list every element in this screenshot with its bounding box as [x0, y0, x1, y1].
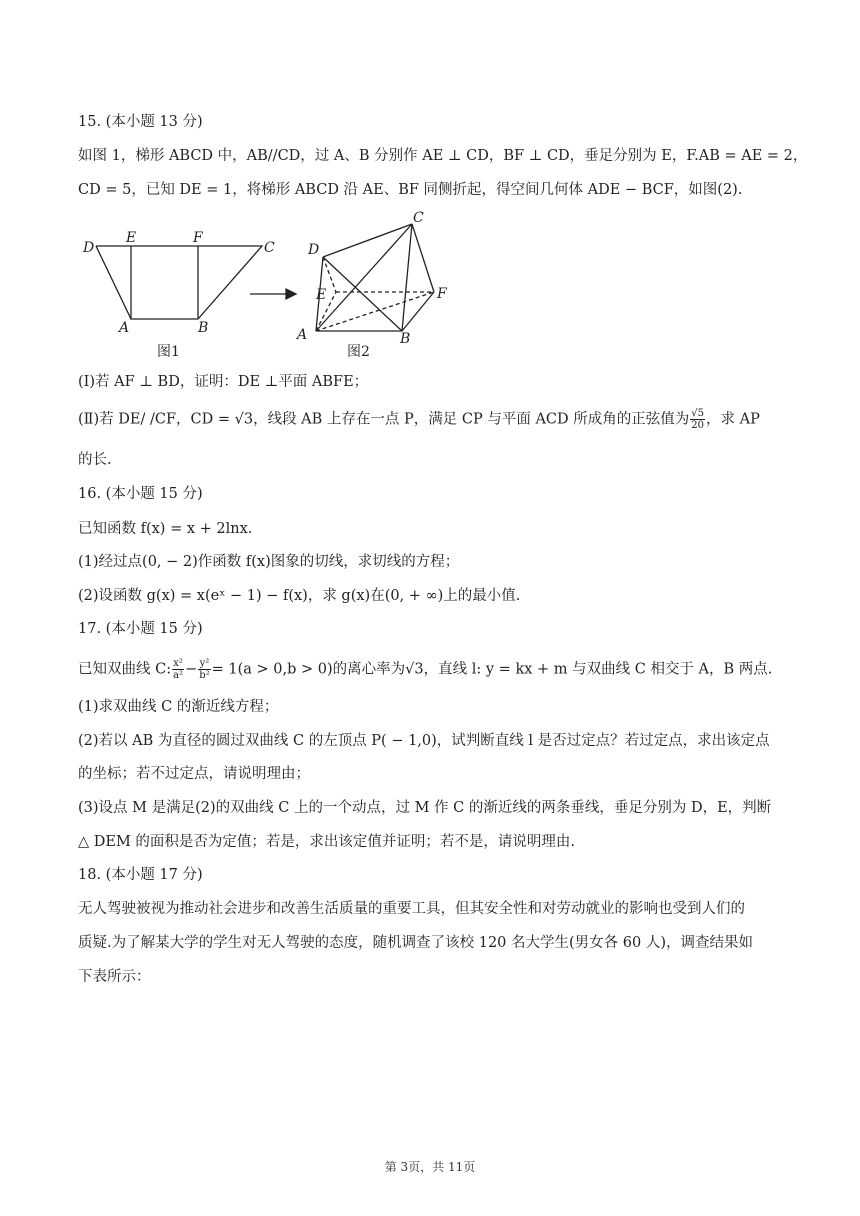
- q15-stem-line1: 如图 1，梯形 ABCD 中，AB//CD，过 A、B 分别作 AE ⊥ CD，BF ⊥ CD，垂足分别为 E，F.AB = AE = 2，: [78, 148, 808, 164]
- q15-part1: (Ⅰ)若 AF ⊥ BD，证明：DE ⊥平面 ABFE；: [78, 374, 369, 390]
- q18-line3: 下表所示：: [78, 969, 151, 985]
- q16-part1: (1)经过点(0, − 2)作函数 f(x)图象的切线，求切线的方程；: [78, 554, 460, 570]
- q17-stem: [78, 658, 772, 681]
- q17-part3-line1: (3)设点 M 是满足(2)的双曲线 C 上的一个动点，过 M 作 C 的渐近线的两条垂线，垂足分别为 D，E，判断: [78, 800, 772, 816]
- q16-stem: 已知函数 f(x) = x + 2lnx.: [78, 521, 253, 537]
- fig1-label-B: B: [198, 320, 209, 336]
- fig2-label-D: D: [308, 242, 320, 258]
- q17-minus: −: [185, 661, 198, 678]
- fig2-label-A: A: [297, 327, 308, 343]
- q17-stem-text-b: = 1(a > 0,b > 0)的离心率为√3，直线 l: y = kx + m 与双曲线 C 相交于 A，B 两点.: [211, 661, 773, 678]
- q15-figure: [72, 206, 472, 366]
- fraction-numerator: x²: [173, 658, 183, 669]
- fig1-caption: 图1: [157, 344, 180, 360]
- fraction-numerator: y²: [199, 658, 210, 669]
- fraction-denominator: a²: [173, 670, 184, 681]
- q17-fraction-x: [172, 658, 184, 681]
- q15-heading: 15. (本小题 13 分): [78, 114, 203, 130]
- page-footer: 第 3页，共 11页: [384, 1160, 476, 1174]
- q15-stem-line2: CD = 5，已知 DE = 1，将梯形 ABCD 沿 AE、BF 同侧折起，得空间几何体 ADE − BCF，如图(2).: [78, 182, 743, 198]
- q18-line2: 质疑.为了解某大学的学生对无人驾驶的态度，随机调查了该校 120 名大学生(男女各 60 人)，调查结果如: [78, 935, 753, 951]
- fig1-label-C: C: [264, 240, 275, 256]
- q16-part2: (2)设函数 g(x) = x(eˣ − 1) − f(x)，求 g(x)在(0, + ∞)上的最小值.: [78, 588, 521, 604]
- fig2-label-E: E: [316, 287, 327, 303]
- q17-heading: 17. (本小题 15 分): [78, 621, 203, 637]
- figure-1-trapezoid: [96, 246, 262, 319]
- fig1-label-E: E: [126, 230, 137, 246]
- q15-part2-end: 的长.: [78, 452, 112, 468]
- fig2-label-C: C: [413, 210, 424, 226]
- fraction-denominator: b²: [199, 670, 210, 681]
- fig1-label-A: A: [119, 320, 130, 336]
- q18-heading: 18. (本小题 17 分): [78, 867, 203, 883]
- q15-part2: [78, 408, 760, 431]
- q17-part1: (1)求双曲线 C 的渐近线方程；: [78, 699, 279, 715]
- q16-heading: 16. (本小题 15 分): [78, 486, 203, 502]
- arrow-icon: [250, 289, 296, 299]
- q15-part2-fraction: [690, 408, 705, 431]
- fraction-denominator: 20: [691, 420, 704, 431]
- fig2-caption: 图2: [347, 344, 370, 360]
- q17-stem-text-a: 已知双曲线 C:: [78, 661, 172, 678]
- q15-part2-text-a: (Ⅱ)若 DE/ /CF，CD = √3，线段 AB 上存在一点 P，满足 CP 与平面 ACD 所成角的正弦值为: [78, 411, 690, 428]
- fig1-label-D: D: [83, 240, 95, 256]
- q15-part2-text-b: ，求 AP: [706, 411, 760, 428]
- fig2-label-F: F: [437, 286, 447, 302]
- fig2-label-B: B: [400, 331, 411, 347]
- figure-2-solid: [316, 224, 434, 331]
- q18-line1: 无人驾驶被视为推动社会进步和改善生活质量的重要工具，但其安全性和对劳动就业的影响也受到人们的: [78, 901, 745, 917]
- q17-part2-line1: (2)若以 AB 为直径的圆过双曲线 C 的左顶点 P( − 1,0)，试判断直线 l 是否过定点？若过定点，求出该定点: [78, 733, 770, 749]
- q17-part2-line2: 的坐标；若不过定点，请说明理由；: [78, 766, 310, 782]
- fraction-numerator: √5: [691, 408, 704, 419]
- q17-fraction-y: [198, 658, 210, 681]
- q17-part3-line2: △ DEM 的面积是否为定值；若是，求出该定值并证明；若不是，请说明理由.: [78, 834, 576, 850]
- fig1-label-F: F: [193, 230, 203, 246]
